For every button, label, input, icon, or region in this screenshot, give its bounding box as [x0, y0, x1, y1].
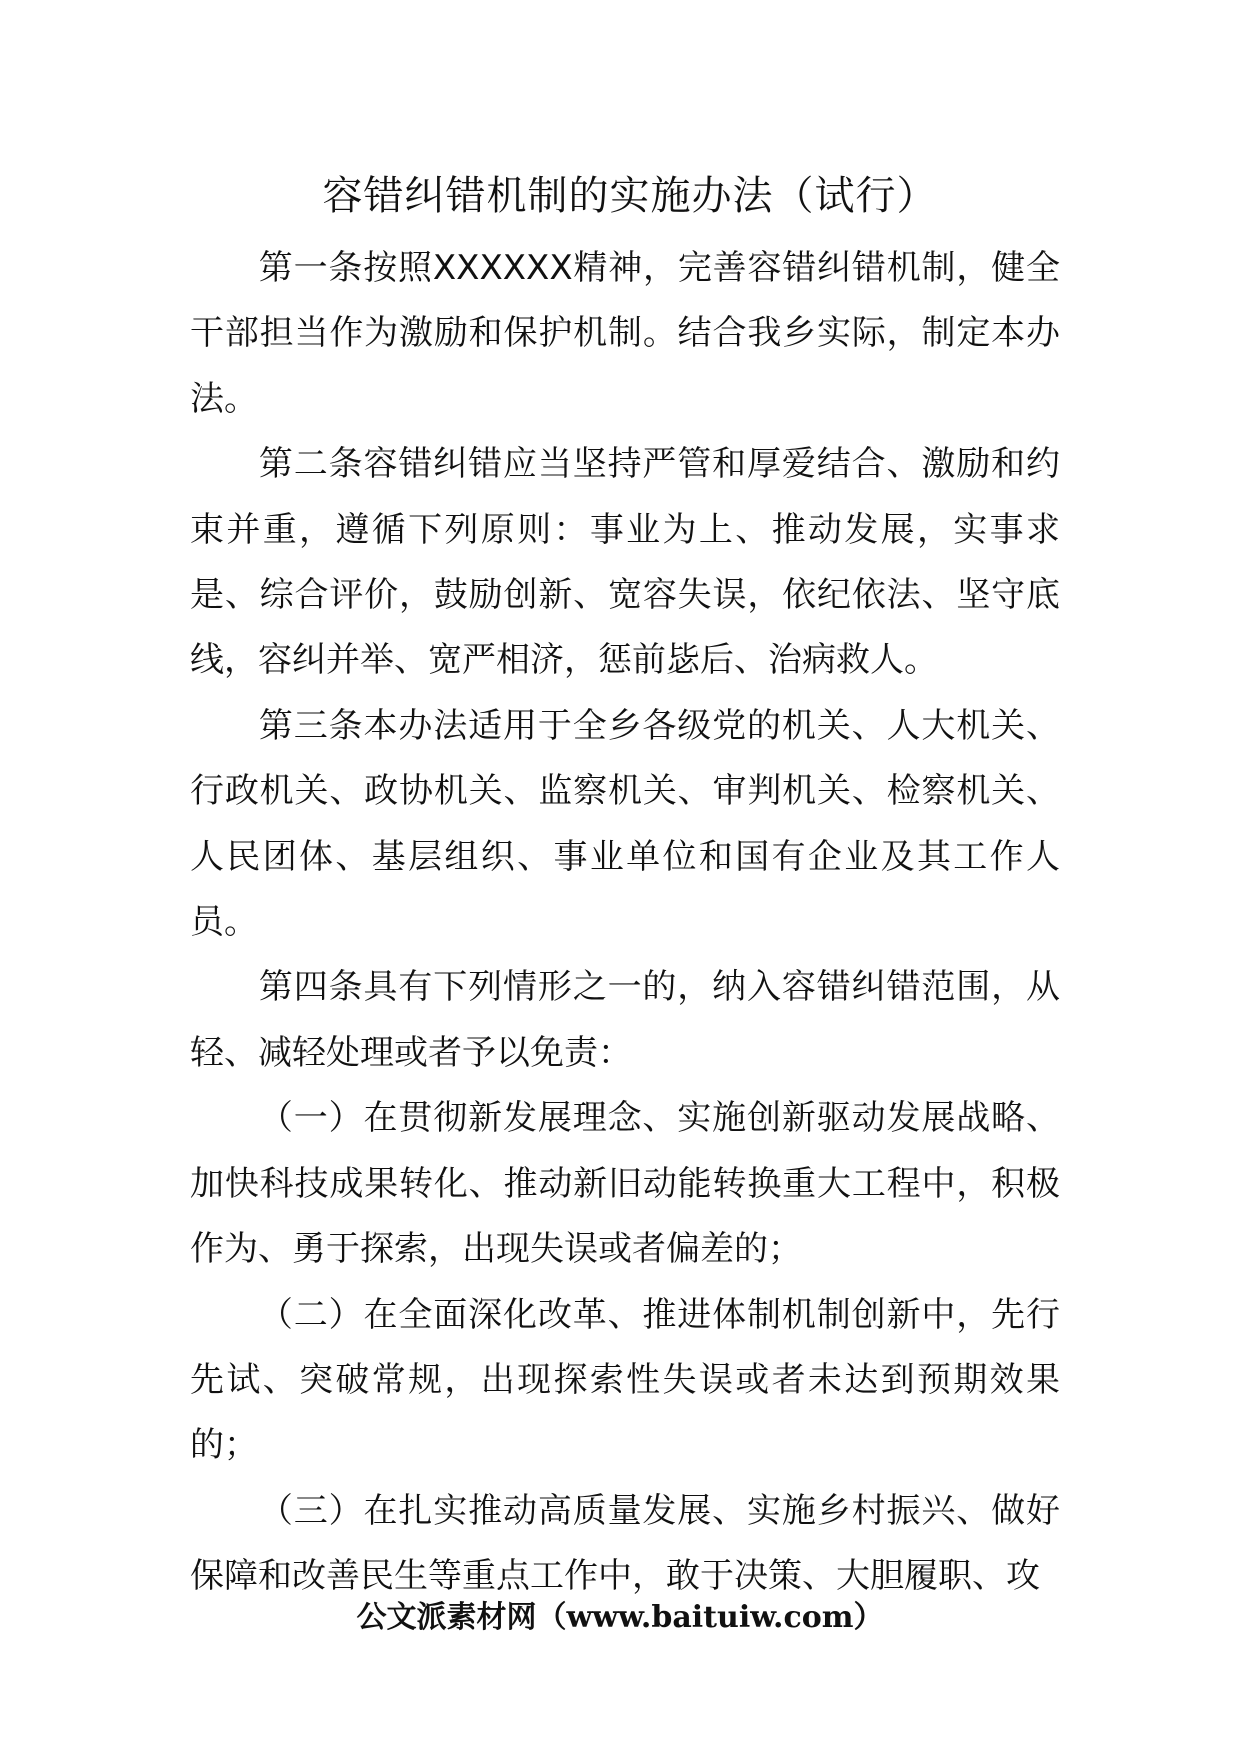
paragraph-text: 第二条容错纠错应当坚持严管和厚爱结合、激励和约束并重，遵循下列原则：事业为上、推动发展，实事求是、综合评价，鼓励创新、宽容失误，依纪依法、坚守底线，容纠并举、宽严相济，惩前毖后、治病救人。	[190, 444, 1060, 681]
document-title: 容错纠错机制的实施办法（试行）	[322, 173, 938, 219]
paragraph-item-3	[190, 1479, 1060, 1610]
paragraph-item-1	[190, 1086, 1060, 1282]
paragraph-text: （二）在全面深化改革、推进体制机制创新中，先行先试、突破常规，出现探索性失误或者未达到预期效果的；	[190, 1294, 1060, 1466]
document-body	[190, 236, 1060, 1610]
paragraph-text: 第一条按照XXXXXX精神，完善容错纠错机制，健全干部担当作为激励和保护机制。结合我乡实际，制定本办法。	[190, 248, 1060, 419]
paragraph-text: （三）在扎实推动高质量发展、实施乡村振兴、做好保障和改善民生等重点工作中，敢于决策、大胆履职、攻	[190, 1490, 1060, 1597]
paragraph-article-3	[190, 694, 1060, 956]
paragraph-text: 第三条本办法适用于全乡各级党的机关、人大机关、行政机关、政协机关、监察机关、审判机关、检察机关、人民团体、基层组织、事业单位和国有企业及其工作人员。	[190, 705, 1060, 943]
footer-watermark: 公文派素材网（www.baituiw.com）	[356, 1600, 884, 1635]
paragraph-article-2	[190, 432, 1060, 694]
paragraph-item-2	[190, 1283, 1060, 1479]
paragraph-text: 第四条具有下列情形之一的，纳入容错纠错范围，从轻、减轻处理或者予以免责：	[190, 967, 1060, 1073]
paragraph-article-4	[190, 955, 1060, 1086]
paragraph-article-1	[190, 236, 1060, 432]
paragraph-text: （一）在贯彻新发展理念、实施创新驱动发展战略、加快科技成果转化、推动新旧动能转换重大工程中，积极作为、勇于探索，出现失误或者偏差的；	[190, 1098, 1060, 1270]
